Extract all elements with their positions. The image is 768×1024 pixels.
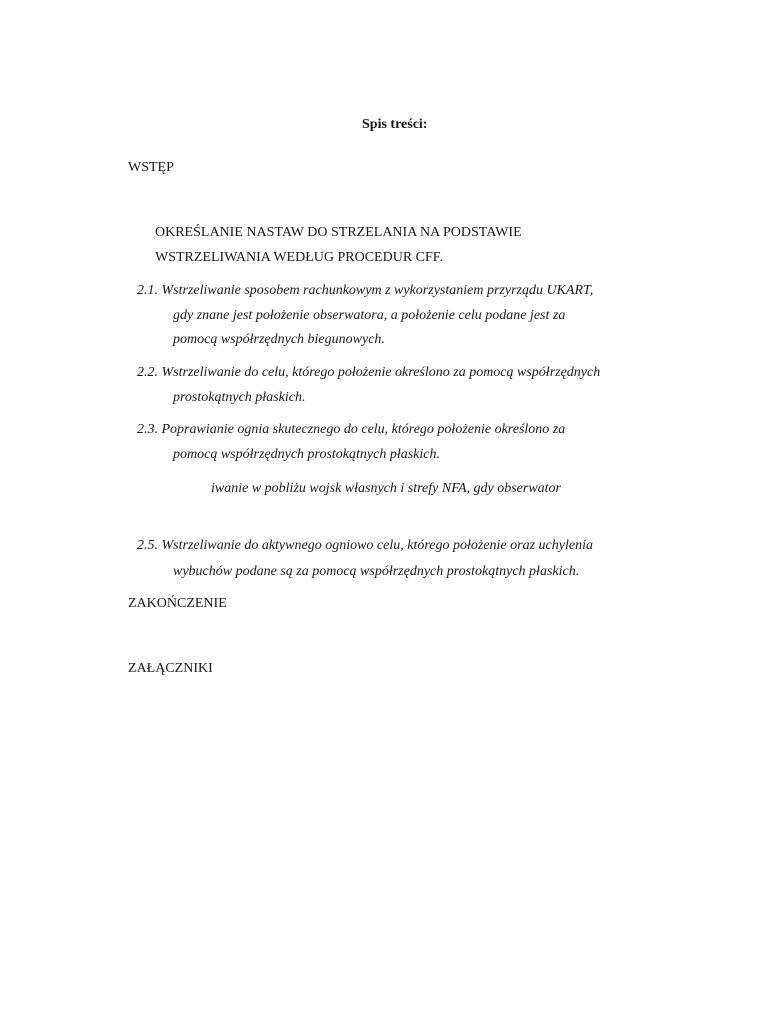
toc-section-2-1-line-3: pomocą współrzędnych biegunowych. [173, 332, 385, 347]
toc-section-2-5-line-1: 2.5. Wstrzeliwanie do aktywnego ogniowo celu, którego położenie oraz uchylenia [137, 538, 593, 553]
toc-section-2-3-line-1: 2.3. Poprawianie ognia skutecznego do celu, którego położenie określono za [137, 422, 566, 437]
toc-intro: WSTĘP [128, 160, 174, 175]
toc-title: Spis treści: [362, 117, 428, 132]
toc-section-2-2-line-1: 2.2. Wstrzeliwanie do celu, którego położenie określono za pomocą współrzędnych [137, 365, 601, 380]
toc-section-2-2-line-2: prostokątnych płaskich. [173, 390, 306, 405]
toc-section-2-3-line-2: pomocą współrzędnych prostokątnych płaskich. [173, 447, 440, 462]
toc-chapter-line-1: OKREŚLANIE NASTAW DO STRZELANIA NA PODSTAWIE [155, 225, 522, 240]
toc-section-2-5-line-2: wybuchów podane są za pomocą współrzędnych prostokątnych płaskich. [173, 564, 580, 579]
toc-section-2-1-line-1: 2.1. Wstrzeliwanie sposobem rachunkowym z wykorzystaniem przyrządu UKART, [137, 283, 594, 298]
toc-conclusion: ZAKOŃCZENIE [128, 596, 227, 611]
toc-appendices: ZAŁĄCZNIKI [128, 661, 213, 676]
toc-chapter-line-2: WSTRZELIWANIA WEDŁUG PROCEDUR CFF. [155, 250, 443, 265]
toc-section-2-1-line-2: gdy znane jest położenie obserwatora, a położenie celu podane jest za [173, 308, 566, 323]
toc-section-2-4-line-1: iwanie w pobliżu wojsk własnych i strefy NFA, gdy obserwator [211, 481, 561, 496]
